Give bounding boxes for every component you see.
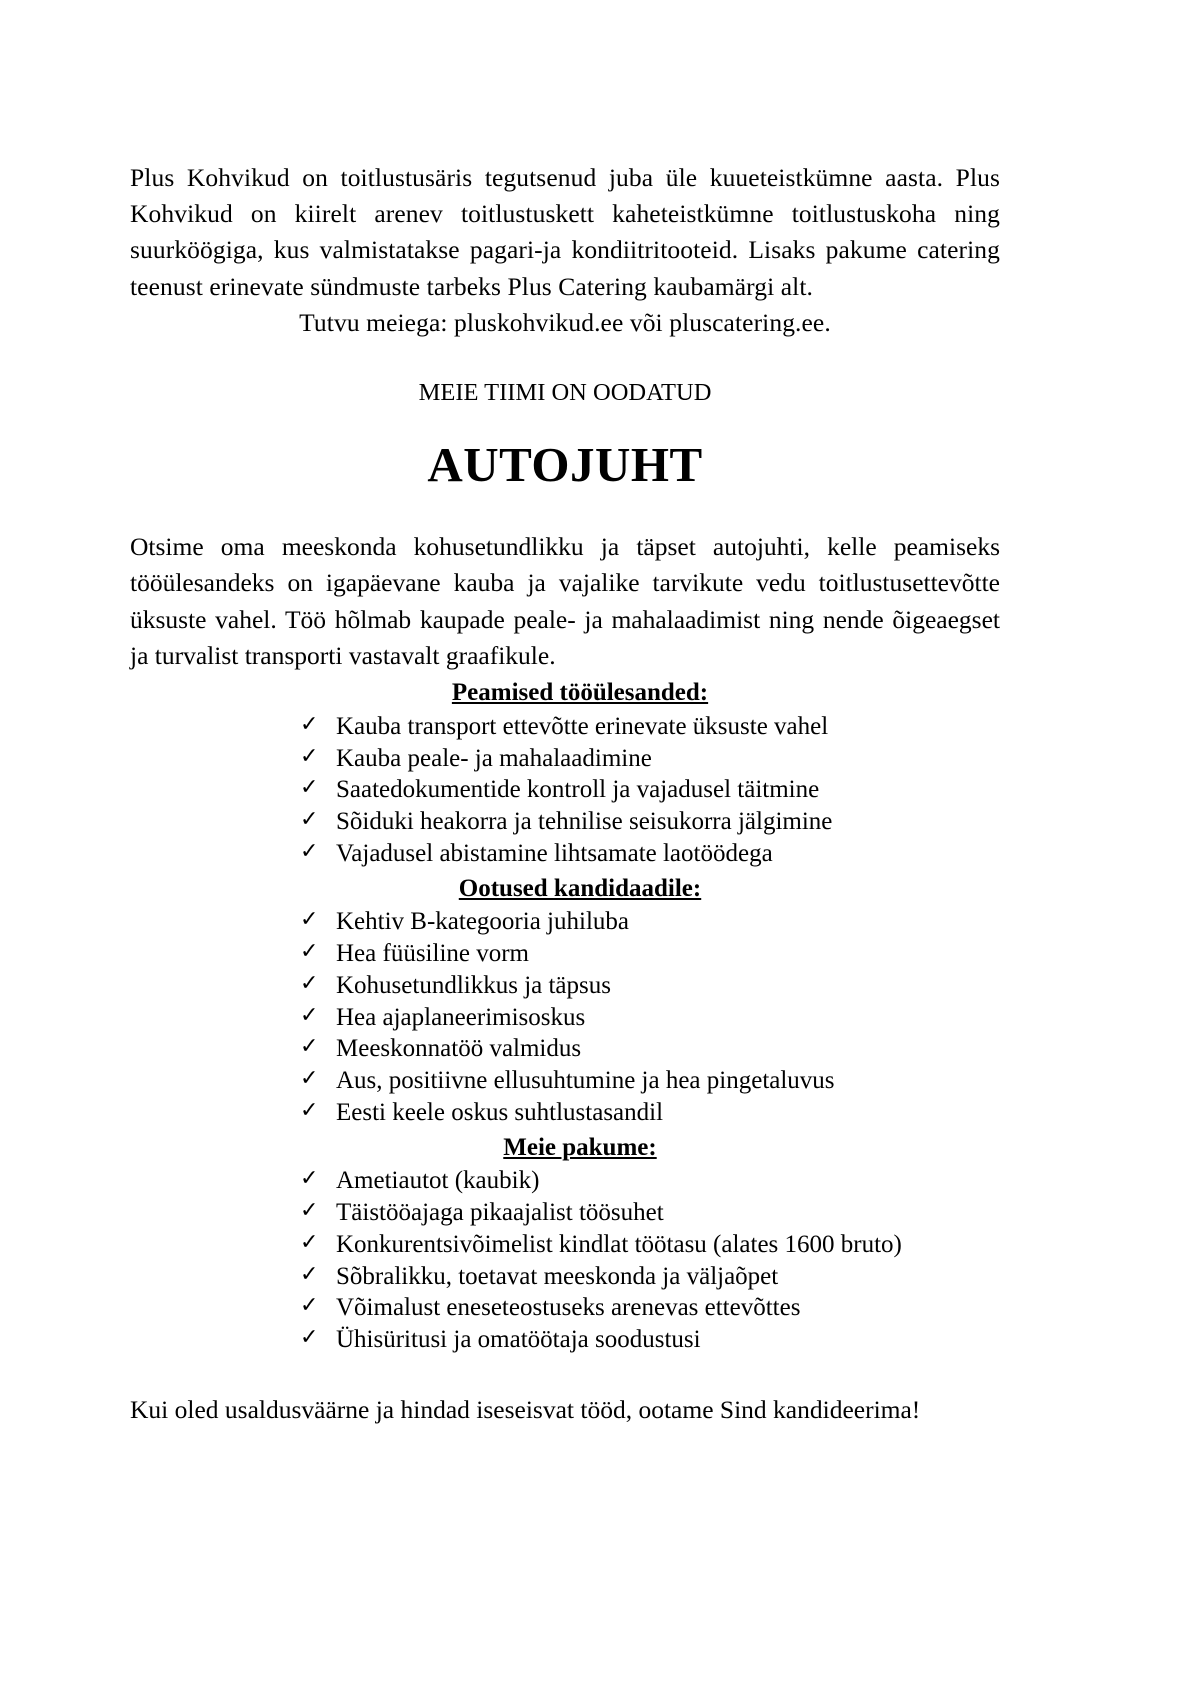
checklist-expectations	[130, 906, 1000, 1128]
section-heading-offer: Meie pakume:	[503, 1133, 657, 1161]
section-heading-responsibilities: Peamised tööülesanded:	[451, 679, 709, 707]
list-item-label: Hea füüsiline vorm	[336, 940, 530, 968]
list-item-label: Võimalust eneseteostuseks arenevas ettevõttes	[336, 1294, 801, 1322]
intro-paragraph-text: Plus Kohvikud on toitlustusäris tegutsenud juba üle kuueteistkümne aasta. Plus Kohvikud on kiirelt arenev toitlustuskett kaheteistkümne toitlustuskoha ning suurköögiga, kus valmistatakse pagari-ja kondiitritooteid. Lisaks pakume catering teenust erinevate sündmuste tarbeks Plus Catering kaubamärgi alt.	[130, 163, 1000, 301]
checklist-responsibilities	[130, 711, 1000, 870]
check-icon: ✓	[300, 742, 319, 768]
list-item-label: Eesti keele oskus suhtlustasandil	[336, 1098, 664, 1126]
check-icon: ✓	[300, 1033, 319, 1059]
list-item-label: Sõbralikku, toetavat meeskonda ja väljaõpet	[336, 1262, 779, 1290]
list-item-label: Kohusetundlikkus ja täpsus	[336, 971, 611, 999]
list-item-label: Kehtiv B-kategooria juhiluba	[336, 908, 629, 936]
list-item	[300, 1324, 1000, 1356]
list-item-label: Kauba peale- ja mahalaadimine	[336, 744, 652, 772]
kicker-line: MEIE TIIMI ON OODATUD	[418, 379, 712, 407]
list-item	[300, 774, 1000, 806]
checklist-offer	[130, 1165, 1000, 1356]
check-icon: ✓	[300, 774, 319, 800]
check-icon: ✓	[300, 1292, 319, 1318]
list-item	[300, 1065, 1000, 1097]
check-icon: ✓	[300, 1260, 319, 1286]
intro-paragraph	[130, 160, 1000, 341]
check-icon: ✓	[300, 806, 319, 832]
list-item	[300, 1165, 1000, 1197]
list-item	[300, 1229, 1000, 1261]
check-icon: ✓	[300, 837, 319, 863]
check-icon: ✓	[300, 938, 319, 964]
list-item-label: Konkurentsivõimelist kindlat töötasu (alates 1600 bruto)	[336, 1230, 902, 1258]
check-icon: ✓	[300, 1197, 319, 1223]
list-item	[300, 743, 1000, 775]
list-item	[300, 1292, 1000, 1324]
lead-paragraph: Otsime oma meeskonda kohusetundlikku ja täpset autojuhti, kelle peamiseks tööülesandeks on igapäevane kauba ja vajalike tarvikute vedu toitlustusettevõtte üksuste vahel. Töö hõlmab kaupade peale- ja mahalaadimist ning nende õigeaegset ja turvalist transporti vastavalt graafikule.	[130, 532, 1000, 670]
list-item-label: Vajadusel abistamine lihtsamate laotöödega	[336, 839, 773, 867]
list-item	[300, 1197, 1000, 1229]
list-item-label: Hea ajaplaneerimisoskus	[336, 1003, 586, 1031]
list-item	[300, 1261, 1000, 1293]
check-icon: ✓	[300, 969, 319, 995]
check-icon: ✓	[300, 906, 319, 932]
closing-line: Kui oled usaldusväärne ja hindad iseseisvat tööd, ootame Sind kandideerima!	[130, 1394, 921, 1424]
list-item-label: Ametiautot (kaubik)	[336, 1167, 540, 1195]
list-item	[300, 938, 1000, 970]
list-item-label: Ühisüritusi ja omatöötaja soodustusi	[336, 1326, 701, 1354]
section-heading-expectations: Ootused kandidaadile:	[458, 874, 702, 902]
list-item-label: Kauba transport ettevõtte erinevate üksuste vahel	[336, 712, 829, 740]
list-item	[300, 906, 1000, 938]
check-icon: ✓	[300, 1065, 319, 1091]
check-icon: ✓	[300, 1324, 319, 1350]
list-item	[300, 711, 1000, 743]
list-item	[300, 1097, 1000, 1129]
list-item	[300, 970, 1000, 1002]
list-item-label: Aus, positiivne ellusuhtumine ja hea pingetaluvus	[336, 1067, 835, 1095]
check-icon: ✓	[300, 1096, 319, 1122]
document-body	[130, 160, 1000, 1427]
job-title: AUTOJUHT	[427, 436, 703, 492]
section-expectations	[130, 872, 1000, 1129]
intro-contact-line: Tutvu meiega: pluskohvikud.ee või pluscatering.ee.	[299, 307, 831, 337]
list-item-label: Meeskonnatöö valmidus	[336, 1035, 582, 1063]
list-item	[300, 1002, 1000, 1034]
check-icon: ✓	[300, 1165, 319, 1191]
section-responsibilities	[130, 676, 1000, 870]
check-icon: ✓	[300, 710, 319, 736]
list-item	[300, 838, 1000, 870]
check-icon: ✓	[300, 1228, 319, 1254]
list-item	[300, 1033, 1000, 1065]
list-item	[300, 806, 1000, 838]
list-item-label: Sõiduki heakorra ja tehnilise seisukorra jälgimine	[336, 808, 833, 836]
list-item-label: Täistööajaga pikaajalist töösuhet	[336, 1199, 664, 1227]
list-item-label: Saatedokumentide kontroll ja vajadusel täitmine	[336, 776, 820, 804]
check-icon: ✓	[300, 1001, 319, 1027]
section-offer	[130, 1131, 1000, 1356]
